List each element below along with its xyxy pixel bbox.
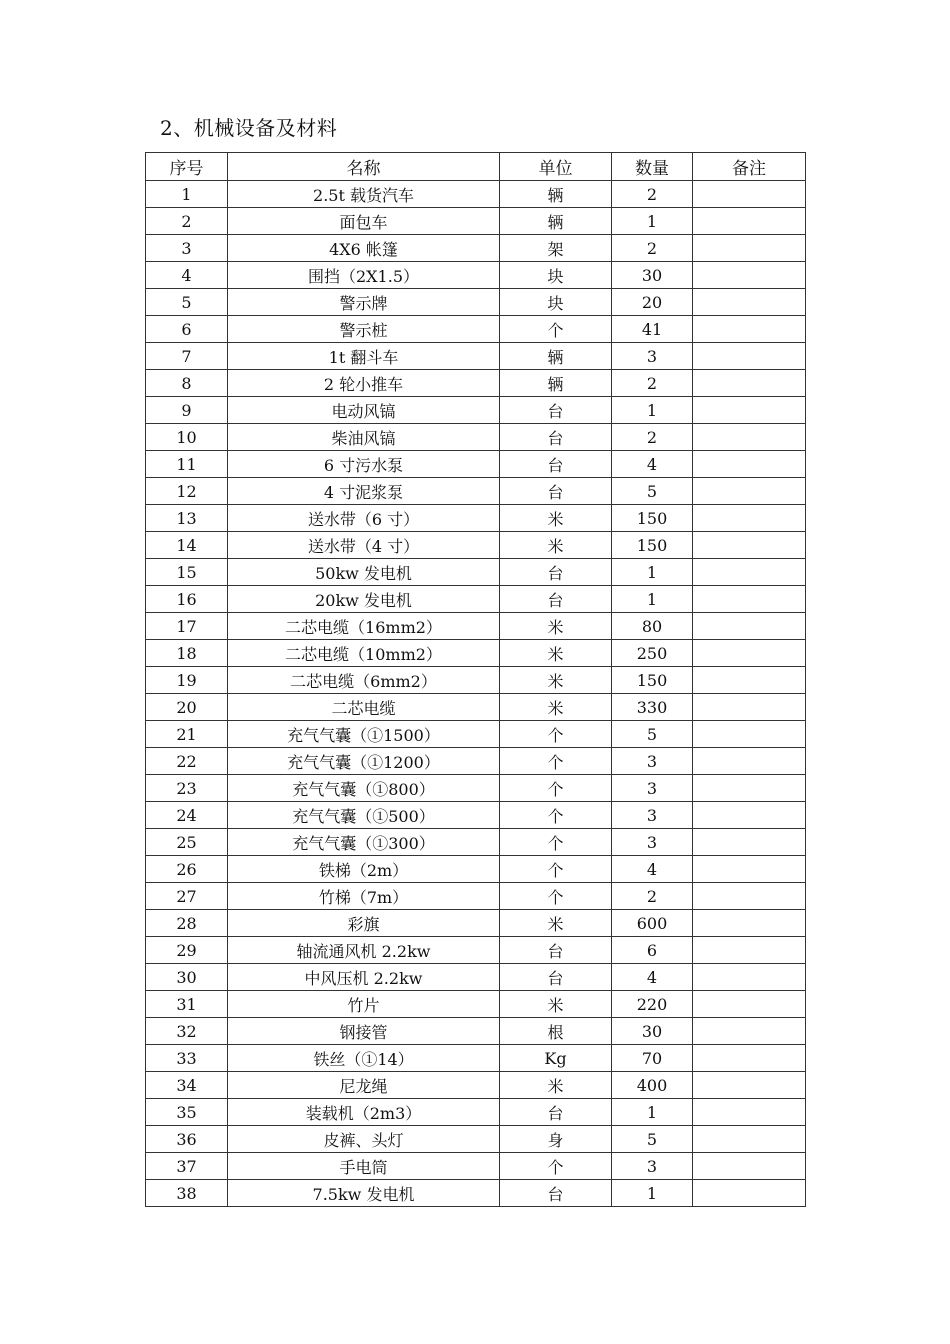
table-row [146,991,806,1018]
cell-unit: 辆 [500,181,612,208]
cell-index: 17 [146,613,228,640]
cell-name: 中风压机 2.2kw [228,964,500,991]
cell-remarks [693,856,806,883]
cell-index: 22 [146,748,228,775]
cell-index: 1 [146,181,228,208]
cell-remarks [693,451,806,478]
cell-unit: 个 [500,775,612,802]
cell-quantity: 600 [612,910,693,937]
table-row [146,316,806,343]
cell-unit: 台 [500,478,612,505]
cell-quantity: 4 [612,856,693,883]
table-row [146,910,806,937]
cell-unit: 个 [500,316,612,343]
cell-unit: 辆 [500,208,612,235]
table-row [146,505,806,532]
table-header-row [146,153,806,181]
cell-quantity: 41 [612,316,693,343]
cell-unit: 架 [500,235,612,262]
cell-remarks [693,937,806,964]
cell-quantity: 250 [612,640,693,667]
cell-quantity: 2 [612,370,693,397]
header-quantity: 数量 [612,153,693,181]
cell-remarks [693,667,806,694]
cell-index: 33 [146,1045,228,1072]
cell-name: 彩旗 [228,910,500,937]
cell-remarks [693,1126,806,1153]
cell-quantity: 330 [612,694,693,721]
cell-unit: 辆 [500,370,612,397]
cell-unit: 米 [500,1072,612,1099]
header-unit: 单位 [500,153,612,181]
cell-index: 7 [146,343,228,370]
cell-quantity: 1 [612,397,693,424]
cell-name: 4X6 帐篷 [228,235,500,262]
cell-name: 面包车 [228,208,500,235]
table-row [146,370,806,397]
cell-index: 29 [146,937,228,964]
cell-remarks [693,964,806,991]
cell-quantity: 1 [612,559,693,586]
cell-name: 二芯电缆（6mm2） [228,667,500,694]
cell-index: 14 [146,532,228,559]
cell-unit: 个 [500,721,612,748]
cell-remarks [693,775,806,802]
cell-unit: 米 [500,532,612,559]
cell-quantity: 3 [612,775,693,802]
table-row [146,667,806,694]
cell-index: 26 [146,856,228,883]
cell-name: 电动风镐 [228,397,500,424]
cell-quantity: 3 [612,802,693,829]
table-row [146,1126,806,1153]
cell-unit: 台 [500,937,612,964]
cell-unit: 米 [500,694,612,721]
table-row [146,775,806,802]
cell-name: 50kw 发电机 [228,559,500,586]
cell-index: 3 [146,235,228,262]
cell-index: 27 [146,883,228,910]
table-row [146,559,806,586]
cell-quantity: 150 [612,532,693,559]
table-row [146,1018,806,1045]
cell-name: 警示桩 [228,316,500,343]
cell-unit: 台 [500,424,612,451]
cell-name: 二芯电缆（16mm2） [228,613,500,640]
table-row [146,397,806,424]
table-row [146,640,806,667]
table-row [146,289,806,316]
cell-quantity: 6 [612,937,693,964]
cell-remarks [693,883,806,910]
cell-name: 尼龙绳 [228,1072,500,1099]
cell-remarks [693,478,806,505]
cell-quantity: 30 [612,1018,693,1045]
cell-name: 2 轮小推车 [228,370,500,397]
cell-unit: Kg [500,1045,612,1072]
cell-index: 32 [146,1018,228,1045]
cell-remarks [693,991,806,1018]
cell-unit: 个 [500,802,612,829]
cell-unit: 米 [500,640,612,667]
header-remarks: 备注 [693,153,806,181]
cell-quantity: 4 [612,964,693,991]
cell-index: 13 [146,505,228,532]
table-row [146,1099,806,1126]
cell-index: 25 [146,829,228,856]
cell-quantity: 400 [612,1072,693,1099]
cell-name: 轴流通风机 2.2kw [228,937,500,964]
cell-name: 二芯电缆 [228,694,500,721]
cell-remarks [693,343,806,370]
table-row [146,1180,806,1207]
cell-quantity: 3 [612,343,693,370]
cell-remarks [693,1099,806,1126]
cell-unit: 米 [500,505,612,532]
cell-quantity: 4 [612,451,693,478]
cell-remarks [693,316,806,343]
table-row [146,478,806,505]
cell-remarks [693,721,806,748]
cell-index: 10 [146,424,228,451]
cell-name: 围挡（2X1.5） [228,262,500,289]
cell-name: 充气气囊（①1500） [228,721,500,748]
cell-remarks [693,613,806,640]
cell-remarks [693,1018,806,1045]
table-row [146,208,806,235]
cell-remarks [693,910,806,937]
cell-remarks [693,289,806,316]
table-row [146,451,806,478]
cell-quantity: 2 [612,235,693,262]
table-row [146,829,806,856]
table-row [146,937,806,964]
cell-remarks [693,235,806,262]
cell-name: 铁丝（①14） [228,1045,500,1072]
cell-quantity: 3 [612,1153,693,1180]
cell-index: 34 [146,1072,228,1099]
cell-index: 30 [146,964,228,991]
cell-index: 31 [146,991,228,1018]
cell-name: 警示牌 [228,289,500,316]
cell-quantity: 1 [612,586,693,613]
cell-unit: 个 [500,1153,612,1180]
cell-remarks [693,370,806,397]
cell-index: 28 [146,910,228,937]
cell-name: 充气气囊（①1200） [228,748,500,775]
cell-remarks [693,181,806,208]
table-row [146,262,806,289]
equipment-table [145,152,806,1207]
cell-remarks [693,694,806,721]
cell-remarks [693,1072,806,1099]
header-name: 名称 [228,153,500,181]
cell-remarks [693,640,806,667]
header-index: 序号 [146,153,228,181]
cell-unit: 米 [500,910,612,937]
cell-quantity: 3 [612,748,693,775]
cell-name: 手电筒 [228,1153,500,1180]
table-row [146,802,806,829]
cell-index: 19 [146,667,228,694]
cell-name: 6 寸污水泵 [228,451,500,478]
cell-name: 送水带（6 寸） [228,505,500,532]
cell-quantity: 5 [612,478,693,505]
cell-index: 12 [146,478,228,505]
cell-quantity: 1 [612,208,693,235]
table-row [146,586,806,613]
table-row [146,856,806,883]
cell-index: 21 [146,721,228,748]
cell-unit: 米 [500,991,612,1018]
table-row [146,343,806,370]
table-row [146,1072,806,1099]
cell-name: 充气气囊（①300） [228,829,500,856]
cell-remarks [693,397,806,424]
cell-name: 4 寸泥浆泵 [228,478,500,505]
table-row [146,694,806,721]
cell-quantity: 80 [612,613,693,640]
cell-remarks [693,1180,806,1207]
cell-unit: 台 [500,586,612,613]
cell-name: 二芯电缆（10mm2） [228,640,500,667]
cell-unit: 台 [500,397,612,424]
cell-index: 20 [146,694,228,721]
cell-unit: 根 [500,1018,612,1045]
cell-name: 竹片 [228,991,500,1018]
cell-name: 2.5t 载货汽车 [228,181,500,208]
table-row [146,748,806,775]
cell-name: 柴油风镐 [228,424,500,451]
cell-unit: 个 [500,748,612,775]
cell-name: 送水带（4 寸） [228,532,500,559]
cell-index: 2 [146,208,228,235]
cell-index: 18 [146,640,228,667]
cell-index: 4 [146,262,228,289]
cell-index: 16 [146,586,228,613]
cell-remarks [693,505,806,532]
cell-remarks [693,586,806,613]
cell-index: 37 [146,1153,228,1180]
cell-quantity: 150 [612,505,693,532]
cell-quantity: 2 [612,424,693,451]
cell-remarks [693,262,806,289]
cell-remarks [693,559,806,586]
cell-quantity: 1 [612,1099,693,1126]
cell-index: 35 [146,1099,228,1126]
cell-quantity: 2 [612,883,693,910]
cell-quantity: 30 [612,262,693,289]
cell-name: 20kw 发电机 [228,586,500,613]
cell-quantity: 5 [612,1126,693,1153]
cell-index: 5 [146,289,228,316]
table-row [146,424,806,451]
cell-remarks [693,532,806,559]
table-row [146,181,806,208]
table-row [146,235,806,262]
cell-name: 充气气囊（①500） [228,802,500,829]
cell-remarks [693,208,806,235]
cell-unit: 块 [500,262,612,289]
cell-name: 竹梯（7m） [228,883,500,910]
cell-quantity: 220 [612,991,693,1018]
cell-unit: 台 [500,451,612,478]
cell-name: 7.5kw 发电机 [228,1180,500,1207]
table-row [146,721,806,748]
cell-quantity: 20 [612,289,693,316]
cell-quantity: 2 [612,181,693,208]
cell-index: 36 [146,1126,228,1153]
cell-name: 充气气囊（①800） [228,775,500,802]
cell-remarks [693,802,806,829]
cell-unit: 台 [500,559,612,586]
cell-index: 15 [146,559,228,586]
cell-name: 铁梯（2m） [228,856,500,883]
cell-index: 23 [146,775,228,802]
cell-unit: 台 [500,1099,612,1126]
table-row [146,1153,806,1180]
cell-remarks [693,1045,806,1072]
cell-quantity: 3 [612,829,693,856]
cell-name: 钢接管 [228,1018,500,1045]
table-row [146,1045,806,1072]
cell-unit: 个 [500,883,612,910]
cell-index: 6 [146,316,228,343]
cell-name: 皮裤、头灯 [228,1126,500,1153]
cell-index: 8 [146,370,228,397]
cell-unit: 台 [500,1180,612,1207]
cell-remarks [693,424,806,451]
table-body [146,181,806,1207]
cell-quantity: 5 [612,721,693,748]
cell-index: 24 [146,802,228,829]
table-row [146,883,806,910]
cell-unit: 身 [500,1126,612,1153]
cell-quantity: 1 [612,1180,693,1207]
cell-unit: 辆 [500,343,612,370]
cell-unit: 米 [500,667,612,694]
table-row [146,613,806,640]
cell-remarks [693,1153,806,1180]
cell-quantity: 70 [612,1045,693,1072]
cell-name: 装载机（2m3） [228,1099,500,1126]
cell-index: 9 [146,397,228,424]
cell-name: 1t 翻斗车 [228,343,500,370]
cell-remarks [693,748,806,775]
cell-remarks [693,829,806,856]
table-row [146,532,806,559]
section-heading: 2、机械设备及材料 [160,116,338,140]
cell-unit: 个 [500,829,612,856]
cell-index: 11 [146,451,228,478]
cell-quantity: 150 [612,667,693,694]
cell-unit: 个 [500,856,612,883]
cell-index: 38 [146,1180,228,1207]
cell-unit: 块 [500,289,612,316]
cell-unit: 米 [500,613,612,640]
table-row [146,964,806,991]
cell-unit: 台 [500,964,612,991]
